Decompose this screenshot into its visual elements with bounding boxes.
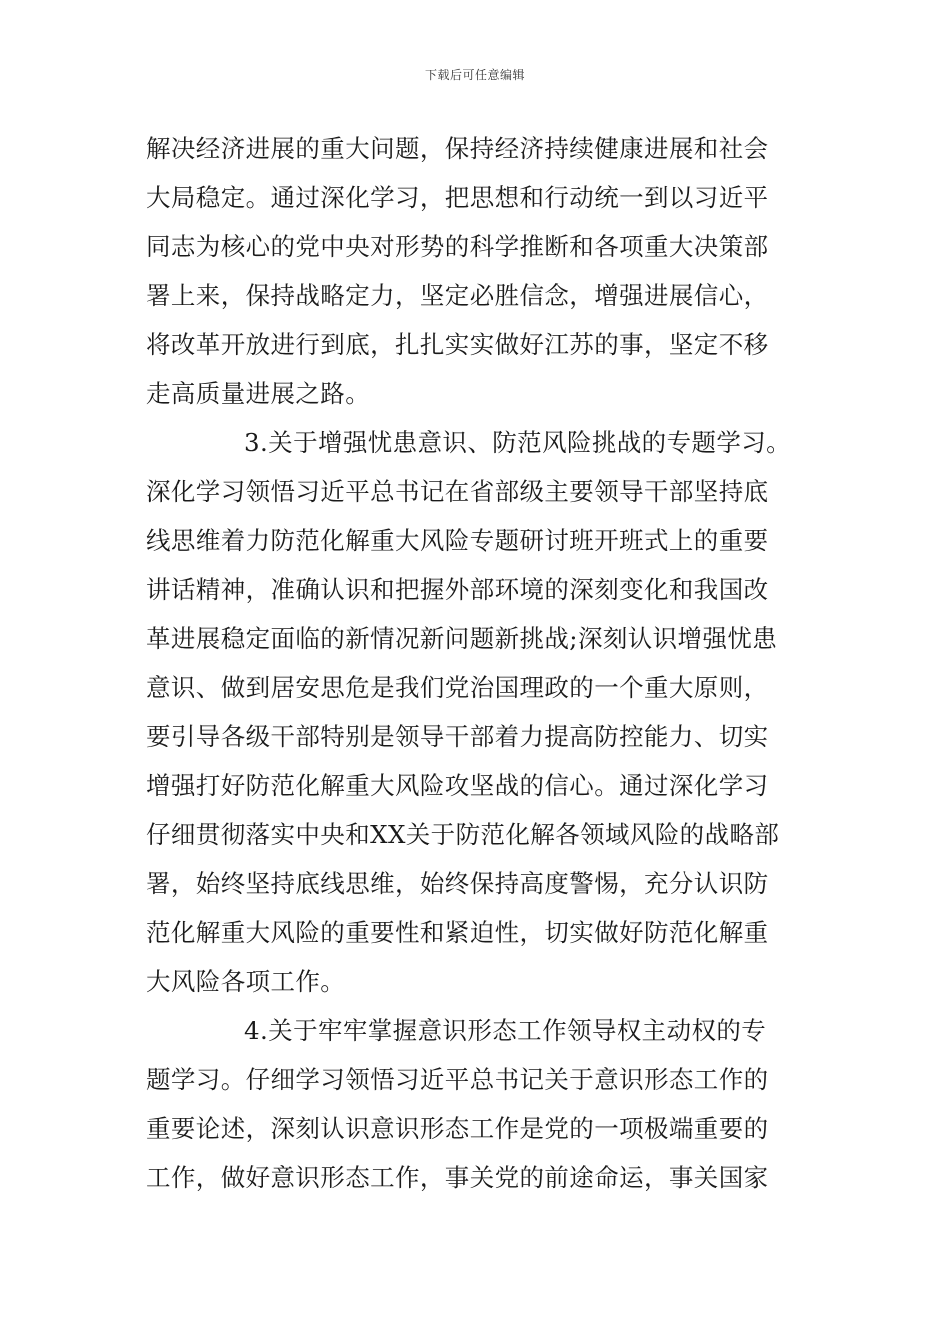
- document-body: [146, 124, 826, 1202]
- text-line: 4.关于牢牢掌握意识形态工作领导权主动权的专: [244, 1016, 767, 1045]
- text-line: 将改革开放进行到底，扎扎实实做好江苏的事，坚定不移: [146, 330, 769, 359]
- text-line: 署，始终坚持底线思维，始终保持高度警惕，充分认识防: [146, 869, 769, 898]
- text-line: 署上来，保持战略定力，坚定必胜信念，增强进展信心，: [146, 281, 769, 310]
- text-line: 大局稳定。通过深化学习，把思想和行动统一到以习近平: [146, 183, 769, 212]
- text-line: 3.关于增强忧患意识、防范风险挑战的专题学习。: [244, 428, 792, 457]
- text-line: 工作，做好意识形态工作，事关党的前途命运，事关国家: [146, 1163, 769, 1192]
- text-line: 走高质量进展之路。: [146, 379, 371, 408]
- text-line: 解决经济进展的重大问题，保持经济持续健康进展和社会: [146, 134, 769, 163]
- text-line: 题学习。仔细学习领悟习近平总书记关于意识形态工作的: [146, 1065, 769, 1094]
- text-line: 仔细贯彻落实中央和XX关于防范化解各领域风险的战略部: [146, 820, 780, 849]
- text-line: 革进展稳定面临的新情况新问题新挑战;深刻认识增强忧患: [146, 624, 778, 653]
- text-line: 讲话精神，准确认识和把握外部环境的深刻变化和我国改: [146, 575, 769, 604]
- text-line: 线思维着力防范化解重大风险专题研讨班开班式上的重要: [146, 526, 769, 555]
- text-line: 意识、做到居安思危是我们党治国理政的一个重大原则，: [146, 673, 769, 702]
- text-line: 要引导各级干部特别是领导干部着力提高防控能力、切实: [146, 722, 769, 751]
- text-line: 同志为核心的党中央对形势的科学推断和各项重大决策部: [146, 232, 769, 261]
- text-line: 增强打好防范化解重大风险攻坚战的信心。通过深化学习: [146, 771, 769, 800]
- text-line: 深化学习领悟习近平总书记在省部级主要领导干部坚持底: [146, 477, 769, 506]
- text-line: 重要论述，深刻认识意识形态工作是党的一项极端重要的: [146, 1114, 769, 1143]
- text-line: 范化解重大风险的重要性和紧迫性，切实做好防范化解重: [146, 918, 769, 947]
- page-header-note: 下载后可任意编辑: [424, 68, 525, 82]
- text-line: 大风险各项工作。: [146, 967, 346, 996]
